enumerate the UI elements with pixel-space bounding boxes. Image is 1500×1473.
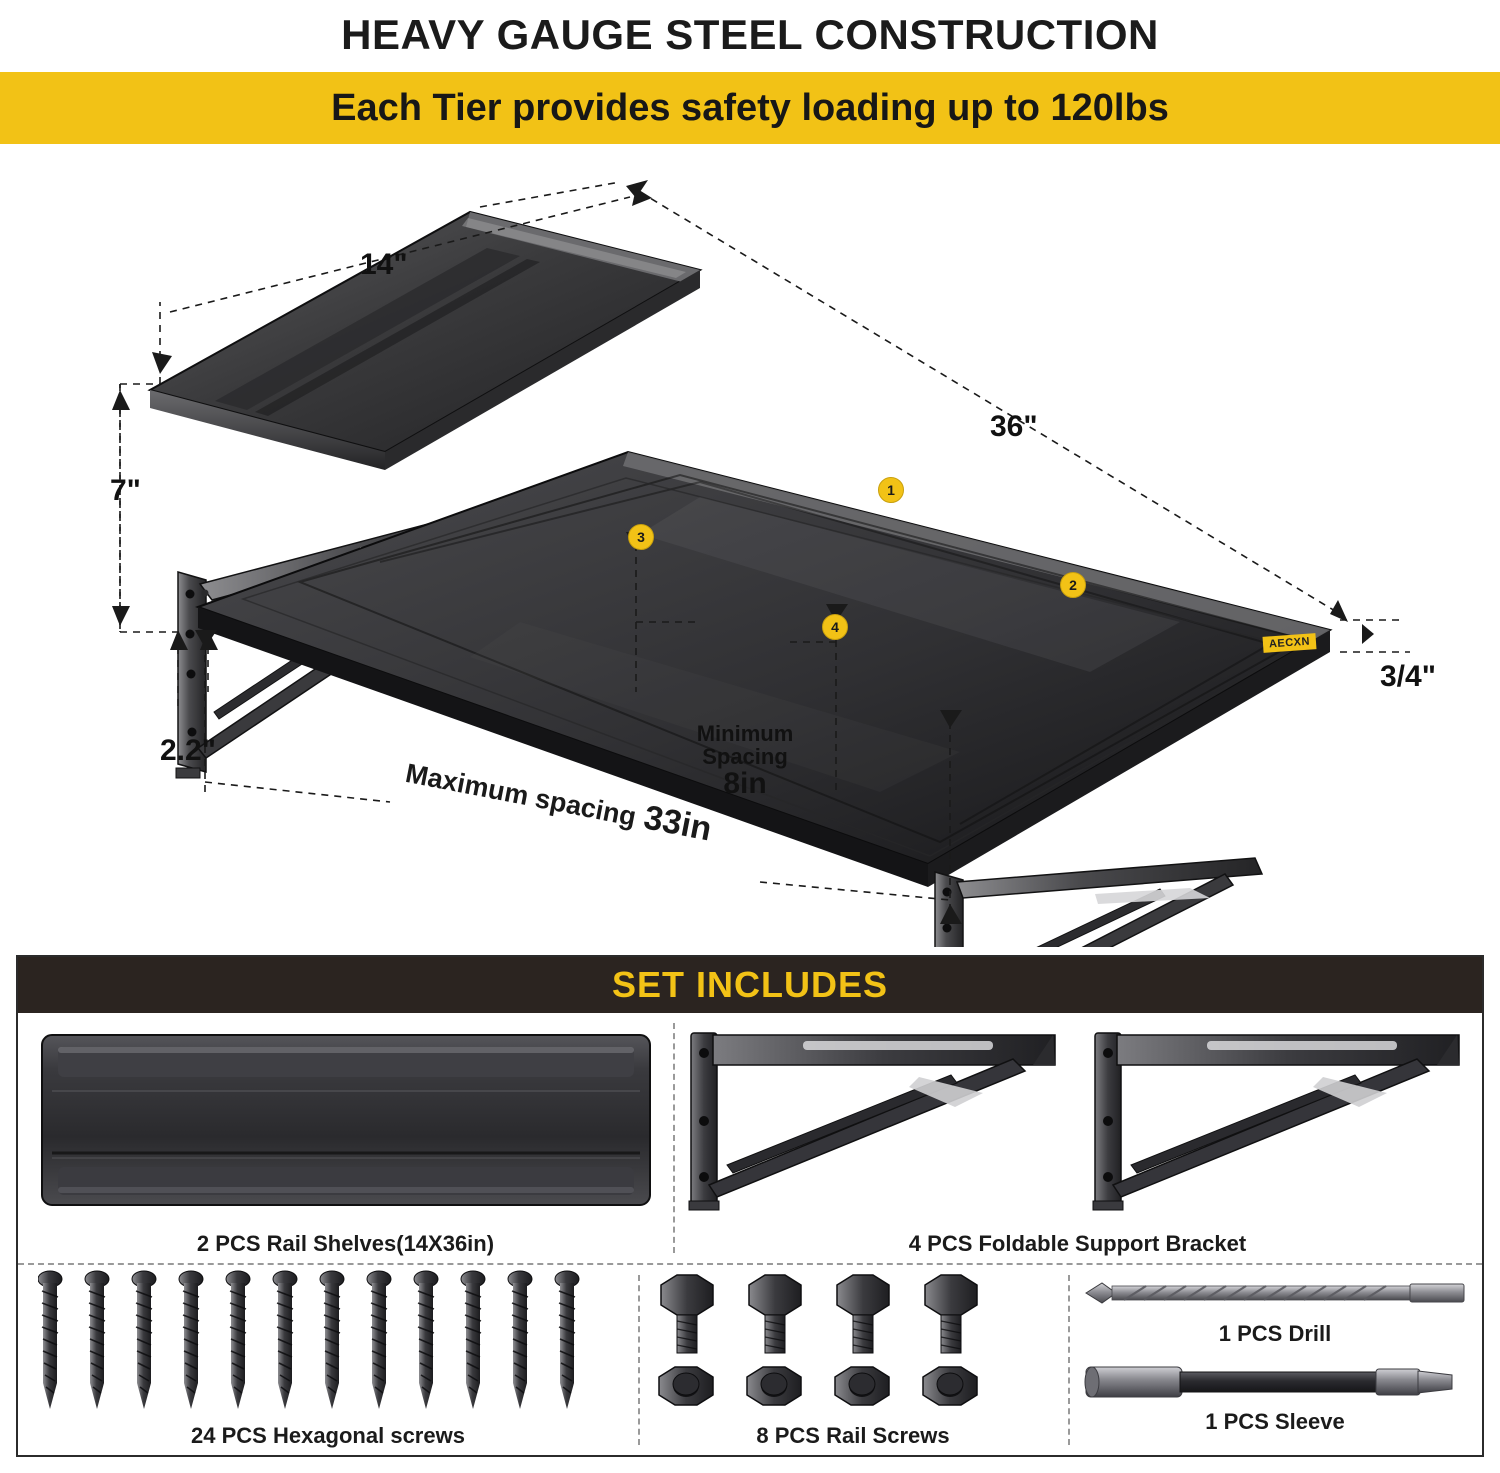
set-includes-row-bottom: [18, 1263, 1482, 1455]
maximum-spacing-label: Maximum spacing 33in: [403, 757, 715, 849]
minimum-spacing-line1: Minimum: [696, 721, 794, 746]
set-item-screws-caption: 24 PCS Hexagonal screws: [191, 1423, 465, 1448]
shelf-panel-icon: [36, 1025, 656, 1215]
dimension-length-label: 36": [990, 410, 1038, 443]
set-item-bracket-caption: 4 PCS Foldable Support Bracket: [908, 1231, 1247, 1256]
page-subtitle: Each Tier provides safety loading up to 120lbs: [331, 86, 1169, 129]
screw-icon: [38, 1267, 618, 1417]
sleeve-icon: [1080, 1357, 1470, 1405]
set-item-drill-sleeve: [1068, 1265, 1482, 1455]
subtitle-banner: [0, 72, 1500, 144]
bracket-icon: [683, 1025, 1473, 1215]
set-includes-row-top: [18, 1013, 1482, 1263]
bolt-nut-icon: [653, 1267, 1053, 1417]
minimum-spacing-line2: Spacing: [702, 744, 788, 770]
set-includes-header: [18, 957, 1482, 1013]
dimension-height-label: 7": [110, 474, 141, 507]
page-title: HEAVY GAUGE STEEL CONSTRUCTION: [341, 11, 1159, 58]
set-item-rail-screws-caption: 8 PCS Rail Screws: [756, 1423, 950, 1448]
set-item-rail-screws: [638, 1265, 1068, 1455]
callout-badge-2: 2: [1060, 572, 1086, 598]
dimension-bracket-thickness-label: 2.2": [160, 734, 216, 767]
dimension-depth-label: 14": [360, 248, 408, 281]
callout-badge-4: 4: [822, 614, 848, 640]
callout-badge-3: 3: [628, 524, 654, 550]
minimum-spacing-value: 8in: [723, 767, 767, 801]
set-item-bracket: [673, 1013, 1482, 1263]
set-includes-title: SET INCLUDES: [611, 964, 889, 1005]
set-item-drill-caption: 1 PCS Drill: [1218, 1321, 1332, 1346]
minimum-spacing-label: [650, 722, 840, 800]
product-dimension-diagram: [0, 152, 1500, 947]
set-item-screws: [18, 1265, 638, 1455]
set-item-shelf: [18, 1013, 673, 1263]
set-includes-panel: [16, 955, 1484, 1457]
callout-badge-1: 1: [878, 477, 904, 503]
drill-bit-icon: [1080, 1271, 1470, 1317]
set-item-sleeve-caption: 1 PCS Sleeve: [1205, 1409, 1345, 1434]
set-item-shelf-caption: 2 PCS Rail Shelves(14X36in): [196, 1231, 495, 1256]
brand-tag: AECXN: [1263, 633, 1317, 653]
shelf-illustration: [0, 152, 1500, 947]
dimension-shelf-thickness-label: 3/4": [1380, 660, 1436, 693]
